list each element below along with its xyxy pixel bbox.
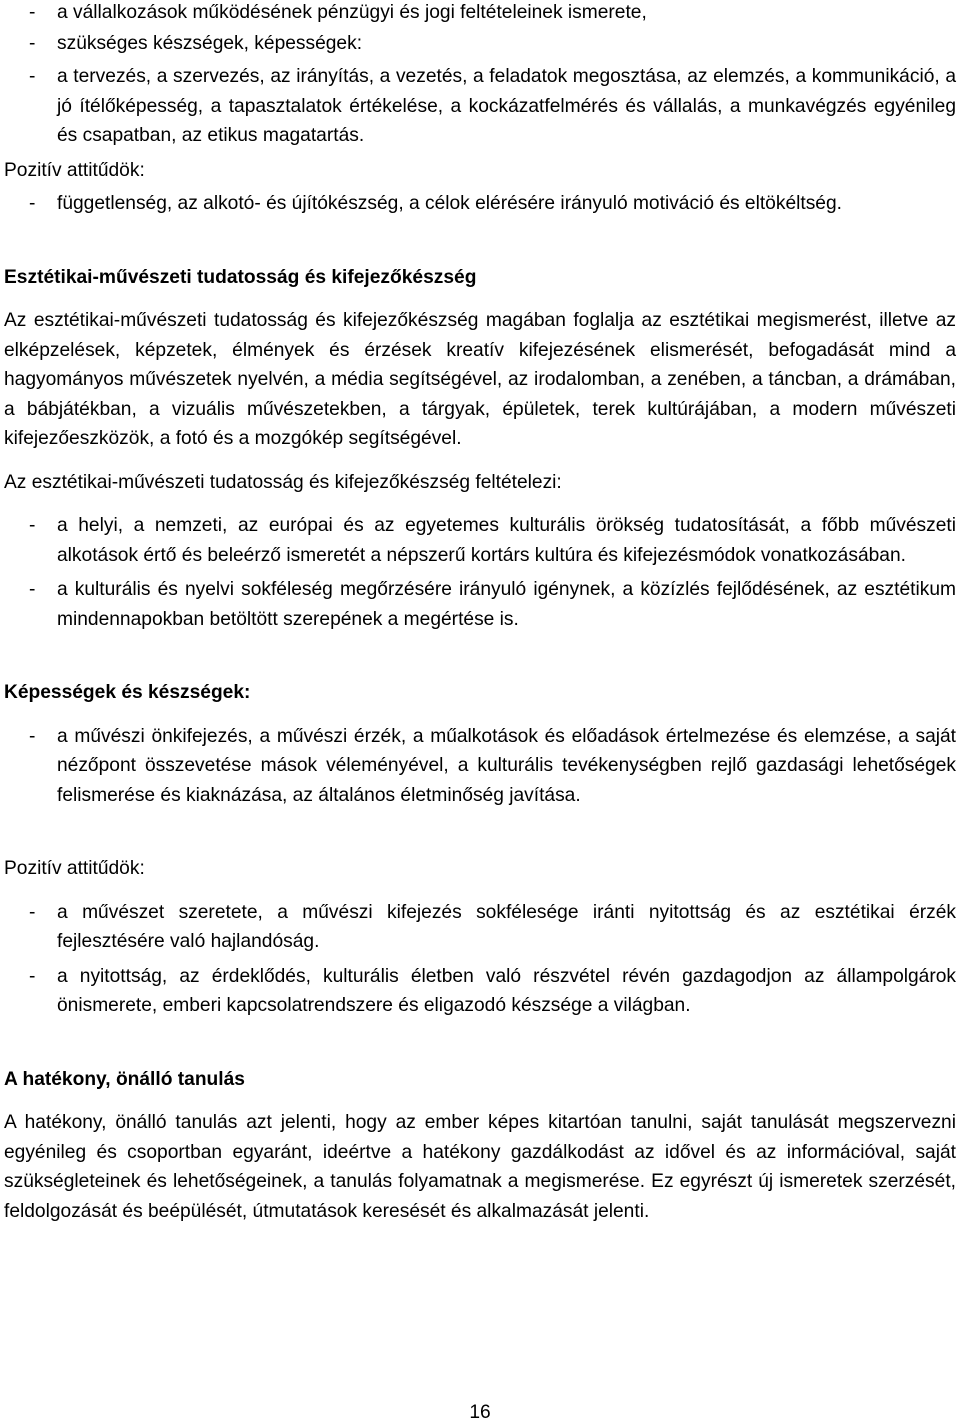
document-page <box>4 0 956 1226</box>
section-heading-aesthetic: Esztétikai-művészeti tudatosság és kifejezőkészség <box>4 266 477 288</box>
list-item-text: a vállalkozások működésének pénzügyi és jogi feltételeinek ismerete, <box>57 2 647 23</box>
positive-attitudes-label: Pozitív attitűdök: <box>4 858 145 879</box>
list-item-text: a helyi, a nemzeti, az európai és az egyetemes kulturális örökség tudatosítását, a főbb művészeti alkotások értő és beleérző ismeretét a népszerű kortárs kultúra és kifejezésmódok vonatkozásában. <box>57 515 956 566</box>
list-item-text: függetlenség, az alkotó- és újítókészség, a célok elérésére irányuló motiváció és eltökéltség. <box>57 193 842 214</box>
aesthetic-prereq-label: Az esztétikai-művészeti tudatosság és kifejezőkészség feltételezi: <box>4 471 562 493</box>
list-item-text: a művészi önkifejezés, a művészi érzék, a műalkotások és előadások értelmezése és elemzése, a saját nézőpont összevetése mások véleményével, a kulturális tevékenységben rejlő gazdasági lehetőségek felismerése és kiaknázása, az általános életminőség javítása. <box>57 725 956 806</box>
list-dash: - <box>29 515 36 536</box>
list-dash: - <box>29 193 36 214</box>
list-dash: - <box>29 2 36 23</box>
list-dash: - <box>29 965 36 987</box>
list-dash: - <box>29 66 36 87</box>
list-item-text: a kulturális és nyelvi sokféleség megőrzésére irányuló igénynek, a közízlés fejlődésének, az esztétikum mindennapokban betöltött szerepének a megértése is. <box>57 579 956 630</box>
section-heading-learning: A hatékony, önálló tanulás <box>4 1068 245 1090</box>
list-item <box>4 575 956 634</box>
list-item <box>4 62 956 151</box>
page-number: 16 <box>469 1402 491 1423</box>
list-item <box>4 29 956 59</box>
list-dash: - <box>29 32 36 54</box>
aesthetic-paragraph: Az esztétikai-művészeti tudatosság és kifejezőkészség magában foglalja az esztétikai megismerést, illetve az elképzelések, képzetek, élmények és érzések kreatív kifejezésének elismerését, befogadását mind a hagyományos művészetek nyelvén, a média segítségével, az irodalomban, a zenében, a táncban, a drámában, a bábjátékban, a vizuális művészetekben, a tárgyak, épületek, terek kultúrájában, a modern művészeti kifejezőeszközök, a fotó és a mozgókép segítségével. <box>4 310 956 449</box>
positive-attitudes-label: Pozitív attitűdök: <box>4 159 145 181</box>
list-item-text: a művészet szeretete, a művészi kifejezés sokfélesége iránti nyitottság és az esztétikai érzék fejlesztésére való hajlandóság. <box>57 901 956 952</box>
list-dash: - <box>29 901 36 923</box>
list-item <box>4 0 956 28</box>
skills-heading: Képességek és készségek: <box>4 682 251 703</box>
list-item-text: a nyitottság, az érdeklődés, kulturális életben való részvétel révén gazdagodjon az állampolgárok önismerete, emberi kapcsolatrendszere és eligazodó készsége a világban. <box>57 965 956 1016</box>
list-item-text: a tervezés, a szervezés, az irányítás, a vezetés, a feladatok megosztása, az elemzés, a kommunikáció, a jó ítélőképesség, a tapasztalatok értékelése, a kockázatfelmérés és vállalás, a munkavégzés egyénileg és csapatban, az etikus magatartás. <box>57 66 956 146</box>
list-item <box>4 511 956 570</box>
list-item <box>4 898 956 957</box>
list-item-text: szükséges készségek, képességek: <box>57 32 363 54</box>
list-item <box>4 962 956 1021</box>
list-dash: - <box>29 579 36 600</box>
list-item <box>4 189 956 219</box>
list-dash: - <box>29 725 36 747</box>
learning-paragraph: A hatékony, önálló tanulás azt jelenti, hogy az ember képes kitartóan tanulni, saját tanulását megszervezni egyénileg és csoportban egyaránt, ideértve a hatékony gazdálkodást az idővel és az információval, saját szükségleteinek és lehetőségeinek, a tanulás folyamatnak a megismerése. Ez egyrészt új ismeretek szerzését, feldolgozását és beépülését, útmutatások keresését és alkalmazását jelenti. <box>4 1112 956 1222</box>
list-item <box>4 722 956 811</box>
